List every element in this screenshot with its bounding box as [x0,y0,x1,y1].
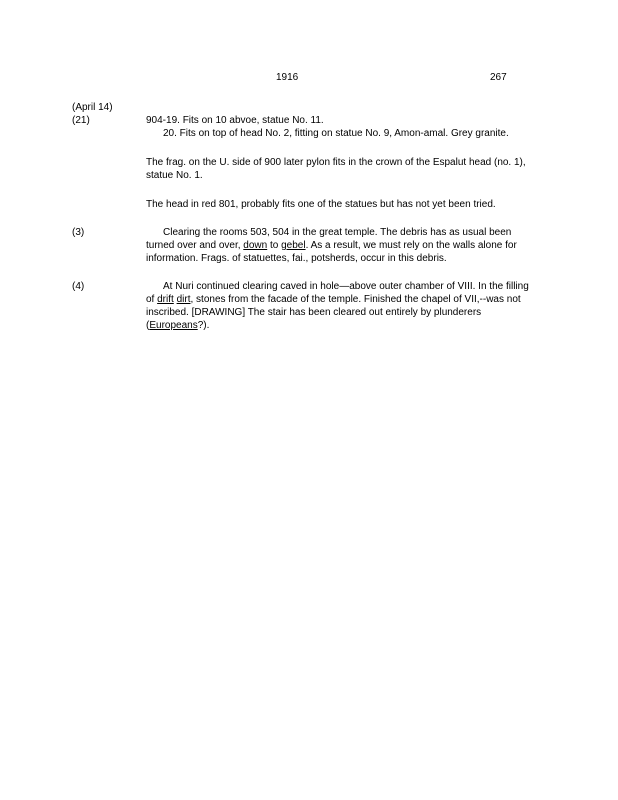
entry-label-21: (21) [72,115,90,126]
entry-3-line-3: information. Frags. of statuettes, fai., potsherds, occur in this debris. [146,253,447,264]
entry-label-3: (3) [72,227,85,238]
entry-4-line-1: At Nuri continued clearing caved in hole—above outer chamber of VIII. In the filling [163,281,529,292]
underlined-word-europeans: Europeans [149,320,198,331]
entry-21-line-1: 904-19. Fits on 10 abvoe, statue No. 11. [146,115,324,126]
entry-4-line-4-text-b: ?). [197,320,210,331]
header-year: 1916 [276,72,299,83]
paragraph-frag-line-1: The frag. on the U. side of 900 later pylon fits in the crown of the Espalut head (no. 1), [146,157,526,168]
entry-21-line-2: 20. Fits on top of head No. 2, fitting on statue No. 9, Amon-amal. Grey granite. [163,128,509,139]
underlined-word-drift: drift [157,294,174,305]
entry-4-line-4-text-a: ( [146,320,150,331]
entry-4-line-3: inscribed. [DRAWING] The stair has been cleared out entirely by plunderers [146,307,482,318]
entry-3-line-2-text-c: . As a result, we must rely on the walls alone for [305,240,517,251]
entry-3-line-2-text-b: to [267,240,282,251]
underlined-word-gebel: gebel [281,240,306,251]
entry-4-line-2-text-c: , stones from the facade of the temple. Finished the chapel of VII,--was not [190,294,521,305]
paragraph-frag-line-2: statue No. 1. [146,170,203,181]
underlined-word-dirt: dirt [176,294,191,305]
entry-3-line-1: Clearing the rooms 503, 504 in the great temple. The debris has as usual been [163,227,512,238]
paragraph-head-line: The head in red 801, probably fits one of the statues but has not yet been tried. [146,199,496,210]
entry-4-line-2 [146,293,521,306]
entry-4-line-2-text-a: of [146,294,158,305]
entry-3-line-2 [146,239,517,252]
entry-label-4: (4) [72,281,85,292]
page-number: 267 [490,72,507,83]
entry-3-line-2-text-a: turned over and over, [146,240,244,251]
entry-4-line-4 [146,319,209,332]
underlined-word-down: down [243,240,268,251]
date-marker: (April 14) [72,102,113,113]
